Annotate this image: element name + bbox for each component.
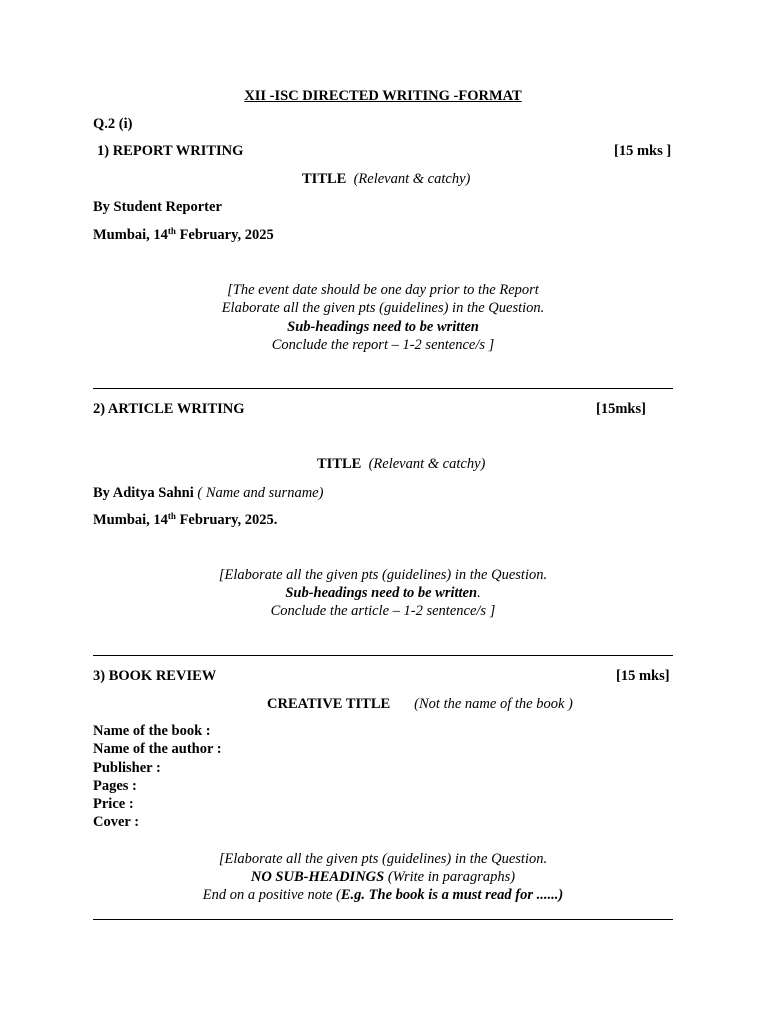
book-field-author: Name of the author : xyxy=(93,741,222,757)
article-date-sup: th xyxy=(167,511,176,521)
book-field-cover: Cover : xyxy=(93,814,140,830)
article-title-line xyxy=(317,456,485,473)
article-note-1: [Elaborate all the given pts (guidelines) in the Question. xyxy=(218,567,548,583)
book-field-pages: Pages : xyxy=(93,778,137,794)
article-note-2-line xyxy=(93,585,673,602)
report-note-4: Conclude the report – 1-2 sentence/s ] xyxy=(271,337,495,353)
book-note-1: [Elaborate all the given pts (guidelines) in the Question. xyxy=(218,851,548,867)
article-dateline xyxy=(93,512,277,529)
article-title-label: TITLE xyxy=(317,456,362,472)
article-writing-marks: [15mks] xyxy=(596,401,646,417)
book-note-2-line xyxy=(93,869,673,886)
report-byline: By Student Reporter xyxy=(93,199,222,215)
question-number: Q.2 (i) xyxy=(93,116,133,132)
section-divider-3 xyxy=(93,919,673,920)
report-writing-marks: [15 mks ] xyxy=(614,143,672,159)
report-note-1: [The event date should be one day prior to the Report xyxy=(227,282,539,298)
book-note-3-plain: End on a positive note ( xyxy=(202,887,341,903)
article-note-3: Conclude the article – 1-2 sentence/s ] xyxy=(270,603,496,619)
book-field-name: Name of the book : xyxy=(93,723,211,739)
book-note-2-rest: (Write in paragraphs) xyxy=(384,869,516,885)
book-review-marks: [15 mks] xyxy=(616,668,670,684)
book-field-publisher: Publisher : xyxy=(93,760,161,776)
article-note-2-period: . xyxy=(477,585,481,601)
article-date-suffix: February, 2025. xyxy=(175,512,278,528)
report-title-hint: (Relevant & catchy) xyxy=(353,171,471,187)
book-title-label: CREATIVE TITLE xyxy=(267,696,391,712)
report-note-2: Elaborate all the given pts (guidelines) in the Question. xyxy=(221,300,545,316)
report-note-3: Sub-headings need to be written xyxy=(287,319,479,335)
report-writing-heading: 1) REPORT WRITING xyxy=(97,143,244,159)
article-note-2: Sub-headings need to be written xyxy=(285,585,478,601)
book-note-2-bold: NO SUB-HEADINGS xyxy=(250,869,385,885)
book-note-3-line xyxy=(93,887,673,904)
section-divider-2 xyxy=(93,655,673,656)
report-title-line xyxy=(302,171,470,188)
document-title: XII -ISC DIRECTED WRITING -FORMAT xyxy=(244,88,522,104)
book-review-heading: 3) BOOK REVIEW xyxy=(93,668,217,684)
book-field-price: Price : xyxy=(93,796,134,812)
article-author: By Aditya Sahni xyxy=(93,485,194,501)
article-byline xyxy=(93,485,323,502)
article-title-hint: (Relevant & catchy) xyxy=(368,456,486,472)
article-date-prefix: Mumbai, 14 xyxy=(93,512,168,528)
report-date-prefix: Mumbai, 14 xyxy=(93,227,168,243)
book-note-3-bold: E.g. The book is a must read for ......) xyxy=(340,887,564,903)
article-author-hint: ( Name and surname) xyxy=(193,485,324,501)
report-date-suffix: February, 2025 xyxy=(175,227,274,243)
report-title-label: TITLE xyxy=(302,171,347,187)
book-title-hint: (Not the name of the book ) xyxy=(414,696,573,712)
report-date-sup: th xyxy=(167,226,176,236)
book-title-line xyxy=(267,696,573,713)
report-dateline xyxy=(93,227,274,244)
article-writing-heading: 2) ARTICLE WRITING xyxy=(93,401,245,417)
section-divider-1 xyxy=(93,388,673,389)
